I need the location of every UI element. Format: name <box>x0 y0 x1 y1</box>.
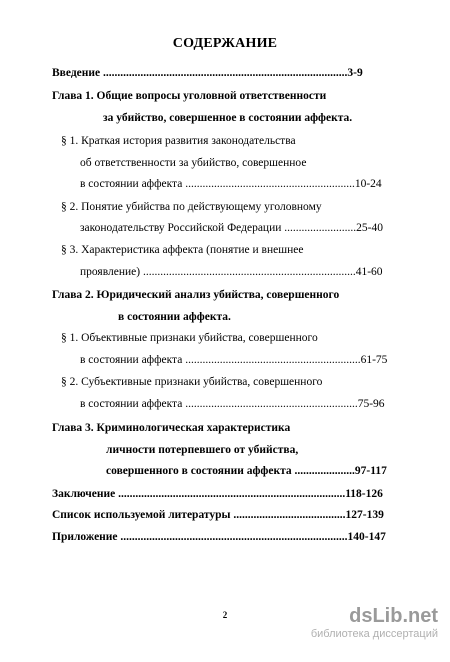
toc-chapter-1-title-cont: за убийство, совершенное в состоянии аффекта. <box>103 112 353 124</box>
toc-entry-appendix: Приложение ...............................................................................140-147 <box>52 531 386 543</box>
toc-entry-intro: Введение .....................................................................................3-9 <box>52 67 363 79</box>
watermark-subtitle: библиотека диссертаций <box>310 628 438 640</box>
toc-chapter-3-page: совершенного в состоянии аффекта .....................97-117 <box>106 465 387 477</box>
watermark <box>311 606 438 640</box>
toc-chapter-2-title-cont: в состоянии аффекта. <box>118 311 231 323</box>
toc-section-1-1: § 1. Краткая история развития законодательства <box>61 135 296 147</box>
toc-section-2-2-page: в состоянии аффекта ............................................................75-96 <box>80 398 385 410</box>
toc-chapter-2-title: Глава 2. Юридический анализ убийства, совершенного <box>52 289 340 301</box>
toc-entry-conclusion: Заключение ...............................................................................118-126 <box>52 488 383 500</box>
toc-entry-bibliography: Список используемой литературы .......................................127-139 <box>52 509 384 521</box>
toc-chapter-1-title: Глава 1. Общие вопросы уголовной ответственности <box>52 90 327 102</box>
page-title: СОДЕРЖАНИЕ <box>172 36 278 51</box>
toc-section-1-2: § 2. Понятие убийства по действующему уголовному <box>61 201 322 213</box>
toc-section-2-1-page: в состоянии аффекта .............................................................61-75 <box>80 354 388 366</box>
toc-section-1-3: § 3. Характеристика аффекта (понятие и внешнее <box>61 244 304 256</box>
page-number: 2 <box>222 610 228 620</box>
toc-chapter-3-title-cont: личности потерпевшего от убийства, <box>106 444 299 456</box>
toc-section-2-2: § 2. Субъективные признаки убийства, совершенного <box>61 376 323 388</box>
toc-section-2-1: § 1. Объективные признаки убийства, совершенного <box>61 332 318 344</box>
toc-section-1-3-page: проявление) ..........................................................................41-60 <box>80 266 383 278</box>
toc-chapter-3-title: Глава 3. Криминологическая характеристика <box>52 422 291 434</box>
toc-section-1-1-page: в состоянии аффекта ...........................................................10-24 <box>80 178 382 190</box>
toc-section-1-2-page: законодательству Российской Федерации .........................25-40 <box>80 222 383 234</box>
watermark-logo: dsLib.net <box>349 605 438 627</box>
toc-section-1-1-cont: об ответственности за убийство, совершенное <box>80 157 307 169</box>
